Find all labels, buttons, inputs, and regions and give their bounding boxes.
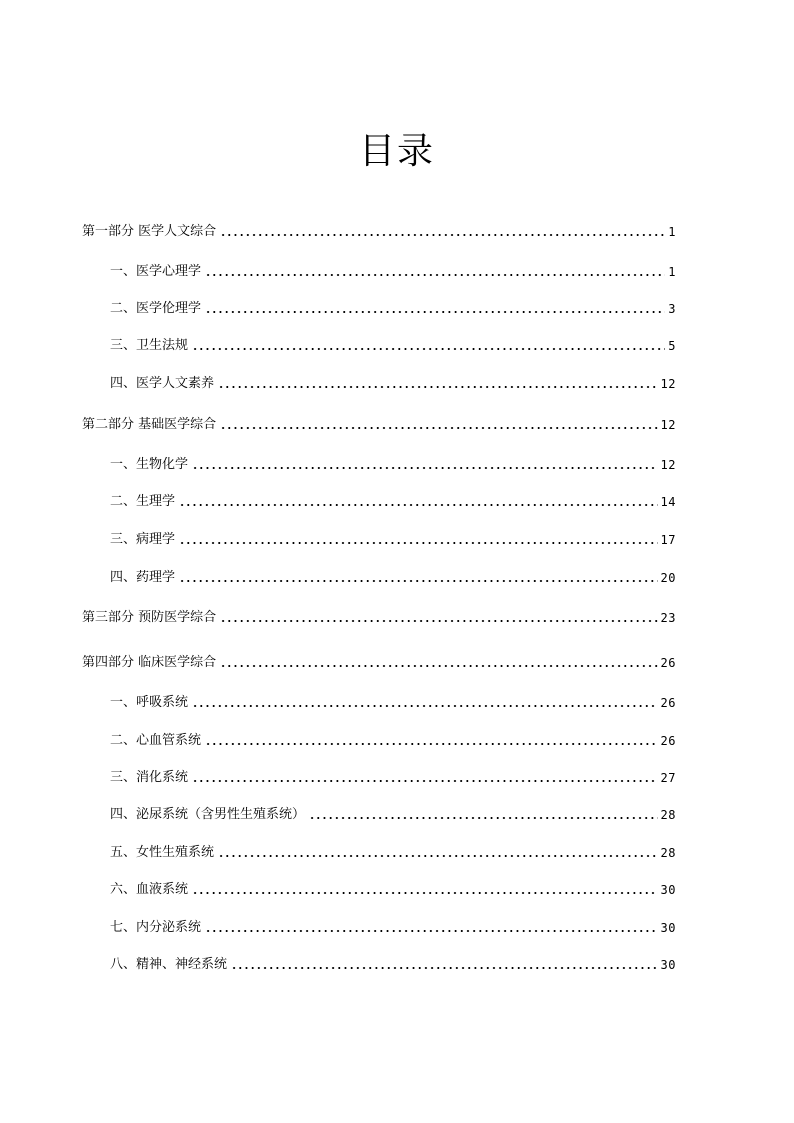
toc-section-entry[interactable] [110,953,676,973]
toc-dot-leader [205,741,658,747]
toc-page-number: 1 [668,225,676,239]
toc-dot-leader [220,425,657,431]
toc-section-entry[interactable] [110,372,676,392]
toc-entry-label: 一、医学心理学 [110,264,202,279]
toc-dot-leader [205,272,665,278]
toc-page-number: 26 [660,696,676,710]
toc-page-number: 5 [668,339,676,353]
toc-entry-label: 第一部分 医学人文综合 [82,224,217,239]
toc-page-number: 1 [668,265,676,279]
toc-page-number: 12 [660,418,676,432]
toc-page-number: 12 [660,377,676,391]
toc-part-entry[interactable] [82,606,676,626]
toc-section-entry[interactable] [110,841,676,861]
toc-entry-label: 一、呼吸系统 [110,695,189,710]
toc-page-number: 30 [660,883,676,897]
toc-entry-label: 二、医学伦理学 [110,301,202,316]
toc-entry-label: 二、心血管系统 [110,733,202,748]
toc-dot-leader [205,309,665,315]
toc-page-number: 28 [660,808,676,822]
toc-section-entry[interactable] [110,297,676,317]
toc-entry-label: 六、血液系统 [110,882,189,897]
toc-dot-leader [179,578,658,584]
toc-page-number: 26 [660,734,676,748]
toc-dot-leader [192,465,658,471]
toc-section-entry[interactable] [110,334,676,354]
toc-page-number: 20 [660,571,676,585]
toc-entry-label: 四、药理学 [110,570,176,585]
toc-entry-label: 四、医学人文素养 [110,376,215,391]
toc-section-entry[interactable] [110,528,676,548]
toc-section-entry[interactable] [110,260,676,280]
toc-dot-leader [220,618,657,624]
toc-dot-leader [218,384,658,390]
toc-entry-label: 第四部分 临床医学综合 [82,655,217,670]
toc-section-entry[interactable] [110,691,676,711]
toc-dot-leader [205,928,658,934]
toc-section-entry[interactable] [110,566,676,586]
toc-page-number: 23 [660,611,676,625]
toc-page-number: 14 [660,495,676,509]
toc-page-number: 30 [660,958,676,972]
toc-entry-label: 四、泌尿系统（含男性生殖系统） [110,807,306,822]
toc-dot-leader [179,502,658,508]
toc-entry-label: 三、病理学 [110,532,176,547]
toc-entry-label: 二、生理学 [110,494,176,509]
toc-page-number: 17 [660,533,676,547]
toc-section-entry[interactable] [110,803,676,823]
toc-page-number: 30 [660,921,676,935]
toc-dot-leader [220,232,665,238]
toc-page-number: 28 [660,846,676,860]
page-title: 目录 [358,131,435,173]
toc-section-entry[interactable] [110,766,676,786]
toc-page-number: 27 [660,771,676,785]
toc-entry-label: 五、女性生殖系统 [110,845,215,860]
toc-entry-label: 一、生物化学 [110,457,189,472]
toc-section-entry[interactable] [110,916,676,936]
toc-page-number: 26 [660,656,676,670]
toc-page-number: 12 [660,458,676,472]
toc-part-entry[interactable] [82,220,676,240]
toc-dot-leader [192,778,658,784]
toc-part-entry[interactable] [82,413,676,433]
toc-page-number: 3 [668,302,676,316]
toc-dot-leader [192,703,658,709]
toc-dot-leader [231,965,658,971]
toc-dot-leader [309,815,658,821]
toc-entry-label: 七、内分泌系统 [110,920,202,935]
toc-section-entry[interactable] [110,453,676,473]
toc-dot-leader [192,890,658,896]
toc-entry-label: 三、卫生法规 [110,338,189,353]
toc-dot-leader [192,346,665,352]
toc-dot-leader [218,853,658,859]
toc-entry-label: 八、精神、神经系统 [110,957,228,972]
toc-section-entry[interactable] [110,729,676,749]
toc-section-entry[interactable] [110,490,676,510]
toc-entry-label: 第三部分 预防医学综合 [82,610,217,625]
toc-part-entry[interactable] [82,651,676,671]
toc-dot-leader [179,540,658,546]
toc-section-entry[interactable] [110,878,676,898]
toc-dot-leader [220,663,657,669]
toc-entry-label: 三、消化系统 [110,770,189,785]
toc-entry-label: 第二部分 基础医学综合 [82,417,217,432]
